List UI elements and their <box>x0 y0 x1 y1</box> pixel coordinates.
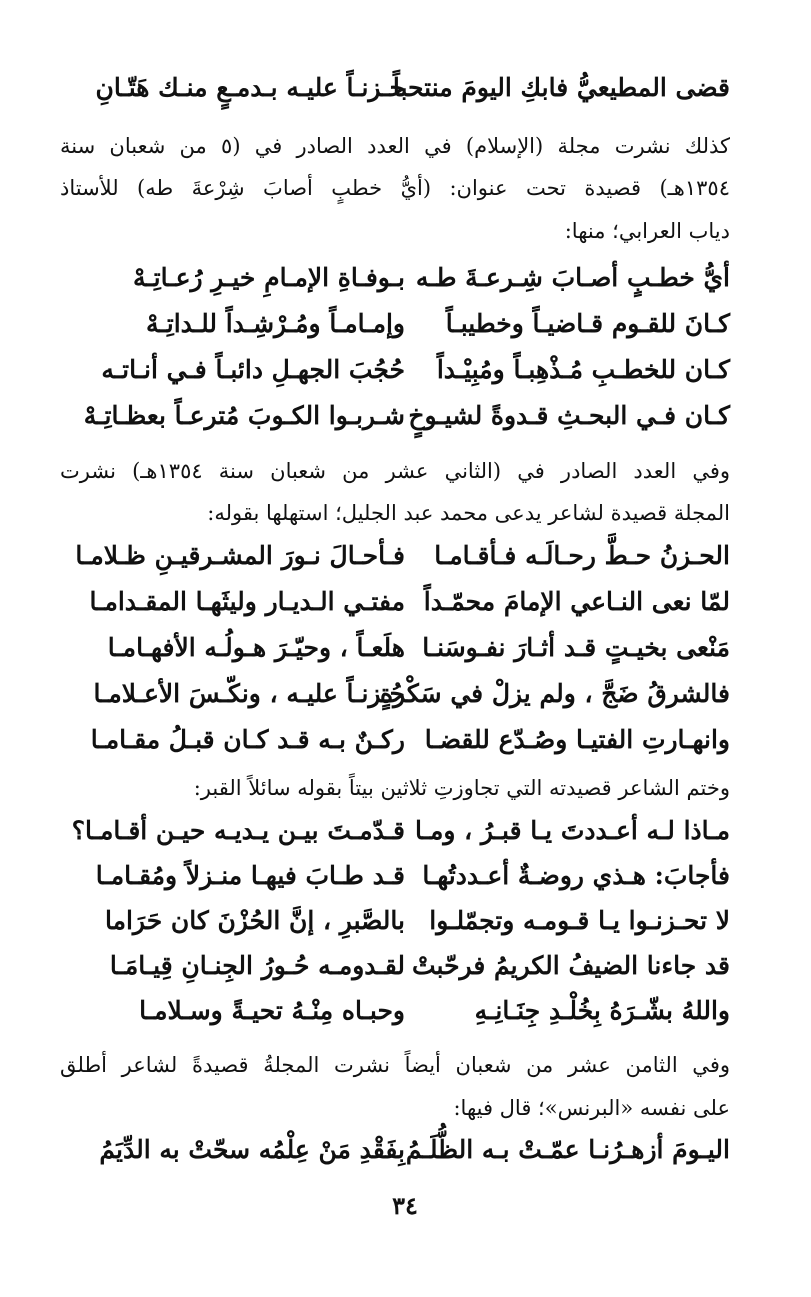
verse-second-hemistich: حُـزنـاً عليـه ، ونكّـسَ الأعـلامـا <box>93 679 405 708</box>
verse-first-hemistich: كـان للخطـبِ مُـذْهِبـاً ومُبِيْـداً <box>436 355 730 384</box>
verse-line <box>60 533 730 579</box>
verse-line <box>60 347 730 393</box>
prose-line: كذلك نشرت مجلة (الإسلام) في العدد الصادر في (٥ من شعبان سنة <box>60 134 730 158</box>
verse-first-hemistich: كـان فـي البحـثِ قـدوةً لشيـوخٍ <box>408 401 730 430</box>
verse-second-hemistich: بالصَّبرِ ، إنَّ الحُزْنَ كان حَرَاما <box>104 906 405 935</box>
verse-second-hemistich: حـزنـاً عليـه بـدمـعٍ منـك هَتّـانِ <box>95 73 405 102</box>
verse-second-hemistich: هلَعـاً ، وحيّـرَ هـولُـه الأفهـامـا <box>107 633 405 662</box>
verse-second-hemistich: وإمـامـاً ومُـرْشِـداً للـداتِـهْ <box>146 309 405 338</box>
verse-first-hemistich: اليـومَ أزهـرُنـا عمّـتْ بـه الظُّلَـمُ <box>405 1135 730 1164</box>
verse-first-hemistich: فأجابَ: هـذي روضـةٌ أعـددتُهـا <box>422 861 730 890</box>
prose-line: وفي العدد الصادر في (الثاني عشر من شعبان سنة ١٣٥٤هـ) نشرت <box>60 459 731 483</box>
verse-line <box>60 255 730 301</box>
prose-line: المجلة قصيدة لشاعر يدعى محمد عبد الجليل؛ استهلها بقوله: <box>207 501 730 525</box>
verse-line <box>60 717 730 763</box>
verse-first-hemistich: قد جاءنا الضيفُ الكريمُ فرحّبتْ <box>411 951 730 980</box>
verse-first-hemistich: لمّا نعى النـاعي الإمامَ محمّـداً <box>423 587 730 616</box>
prose-line: وختم الشاعر قصيدته التي تجاوزتِ ثلاثين بيتاً بقوله سائلاً القبر: <box>193 776 730 800</box>
verse-first-hemistich: قضى المطيعيُّ فابكِ اليومَ منتحباً <box>392 73 730 102</box>
verse-second-hemistich: بِفَقْدِ مَنْ عِلْمُه سحّتْ به الدِّيَمُ <box>99 1135 405 1164</box>
verse-second-hemistich: ركـنٌ بـه قـد كـان قبـلُ مقـامـا <box>90 725 405 754</box>
verse-line <box>60 65 730 111</box>
prose-line: على نفسه «البرنس»؛ قال فيها: <box>453 1096 730 1120</box>
prose-line: ١٣٥٤هـ) قصيدة تحت عنوان: (أيُّ خطبٍ أصابَ شِرْعةَ طه) للأستاذ <box>60 176 730 200</box>
verse-first-hemistich: أيُّ خطـبٍ أصـابَ شِـرعـةَ طـه <box>415 263 730 292</box>
verse-line <box>60 393 730 439</box>
verse-first-hemistich: مـاذا لـه أعـددتَ يـا قبـرُ ، ومـا <box>415 816 730 845</box>
verse-line <box>60 943 730 989</box>
verse-line <box>60 853 730 899</box>
verse-second-hemistich: فـأحـالَ نـورَ المشـرقيـنِ ظـلامـا <box>75 541 405 570</box>
verse-first-hemistich: لا تحـزنـوا يـا قـومـه وتجمّلـوا <box>429 906 730 935</box>
verse-second-hemistich: حُجُبَ الجهـلِ دائبـاً فـي أنـاتـه <box>101 355 405 384</box>
verse-line <box>60 579 730 625</box>
verse-line <box>60 988 730 1034</box>
verse-line <box>60 625 730 671</box>
verse-line <box>60 1127 730 1173</box>
verse-first-hemistich: الحـزنُ حـطَّ رحـالَـه فـأقـامـا <box>434 541 730 570</box>
prose-line: دياب العرابي؛ منها: <box>564 219 730 243</box>
prose-line: وفي الثامن عشر من شعبان أيضاً نشرت المجلةُ قصيدةً لشاعر أطلق <box>60 1053 730 1077</box>
verse-first-hemistich: وانهـارتِ الفتيـا وصُـدّع للقضـا <box>424 725 730 754</box>
verse-second-hemistich: قـدّمـتَ بيـن يـديـه حيـن أقـامـا؟ <box>71 816 405 845</box>
verse-first-hemistich: واللهُ بشّـرَهُ بِخُلْـدِ جِنَـانِـهِ <box>474 996 730 1025</box>
page-number: ٣٤ <box>392 1191 418 1220</box>
verse-second-hemistich: قـد طـابَ فيهـا منـزلاً ومُقـامـا <box>95 861 405 890</box>
verse-first-hemistich: كـانَ للقـوم قـاضيـاً وخطيبـاً <box>445 309 730 338</box>
verse-line <box>60 808 730 854</box>
verse-line <box>60 671 730 717</box>
verse-line <box>60 898 730 944</box>
verse-second-hemistich: لقـدومـه حُـورُ الجِنـانِ قِيـامَـا <box>109 951 405 980</box>
verse-second-hemistich: مفتـي الـديـار وليثَهـا المقـدامـا <box>89 587 405 616</box>
verse-second-hemistich: شـربـوا الكـوبَ مُترعـاً بعظـاتِـهْ <box>83 401 405 430</box>
verse-second-hemistich: وحبـاه مِنْـهُ تحيـةً وسـلامـا <box>139 996 405 1025</box>
verse-first-hemistich: فالشرقُ ضَجَّ ، ولم يزلْ في سَكْرةٍ <box>379 679 730 708</box>
verse-first-hemistich: مَنْعى بخيـتٍ قـد أثـارَ نفـوسَنـا <box>422 633 730 662</box>
verse-second-hemistich: بـوفـاةِ الإمـامِ خيـرِ رُعـاتِـهْ <box>132 263 405 292</box>
verse-line <box>60 301 730 347</box>
